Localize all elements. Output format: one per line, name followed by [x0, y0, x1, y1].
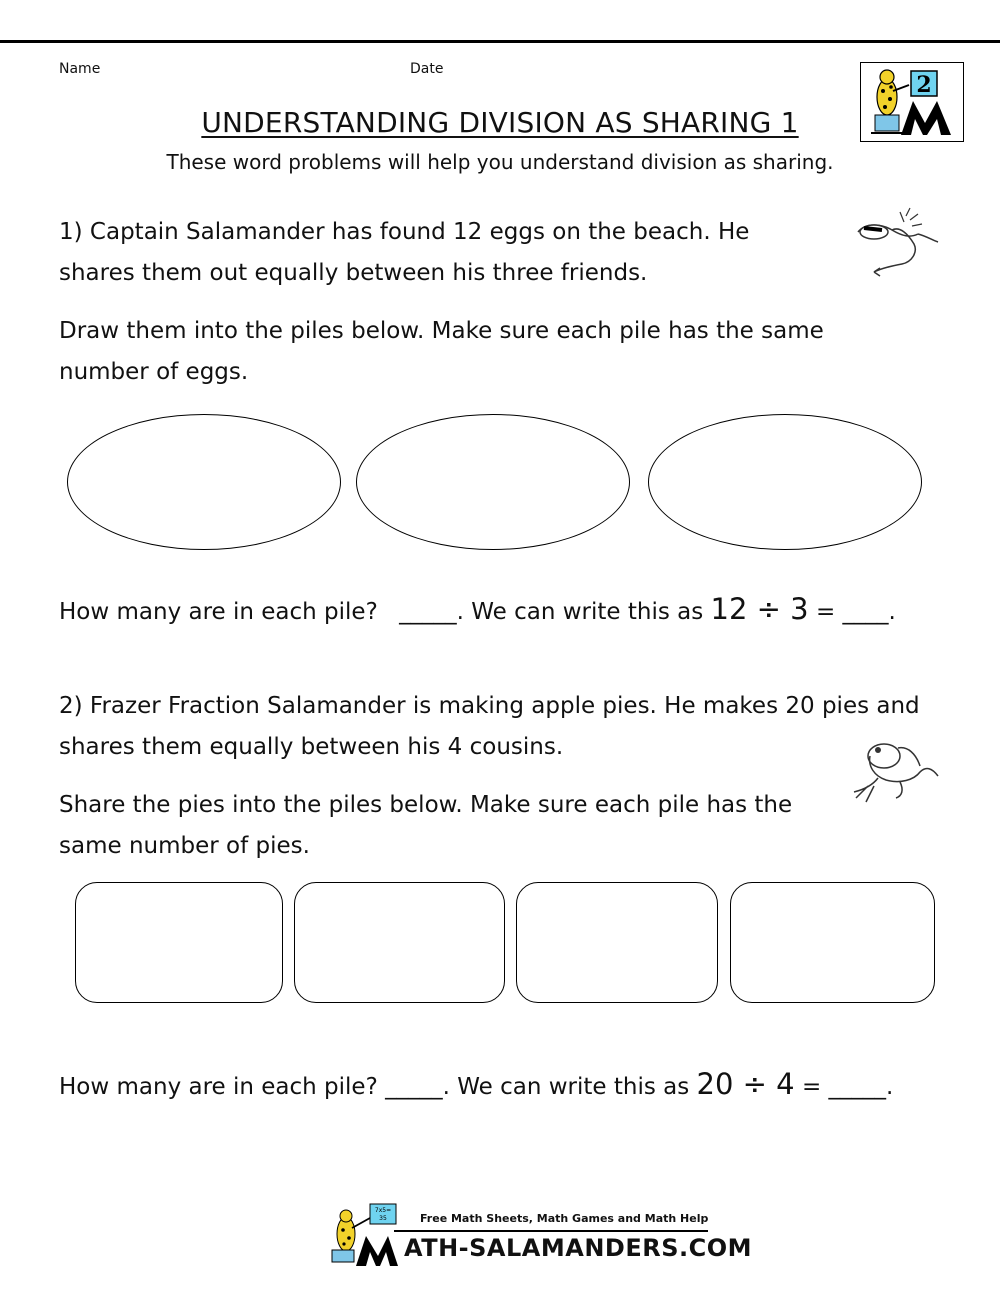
problem-1-answer-blank[interactable]: _____	[399, 599, 457, 625]
footer-brand[interactable]: ATH-SALAMANDERS.COM	[404, 1234, 752, 1262]
problem-1-result-blank[interactable]: ____	[842, 599, 889, 625]
problem-1-line-1: 1) Captain Salamander has found 12 eggs on the beach. He	[59, 219, 750, 245]
worksheet-title: UNDERSTANDING DIVISION AS SHARING 1	[201, 106, 799, 139]
footer-tagline: Free Math Sheets, Math Games and Math Help	[420, 1212, 709, 1225]
problem-2-instruction-line-1: Share the pies into the piles below. Make sure each pile has the	[59, 792, 793, 818]
name-label: Name	[59, 61, 101, 77]
date-label: Date	[410, 61, 444, 77]
problem-2-question-mid: . We can write this as	[442, 1074, 690, 1100]
svg-text:35: 35	[379, 1215, 387, 1222]
problem-2-answer-blank[interactable]: _____	[385, 1074, 443, 1100]
problem-1-question	[59, 592, 896, 626]
problem-2-instruction-line-2: same number of pies.	[59, 833, 310, 859]
problem-2-equals: =	[801, 1074, 822, 1100]
svg-text:7x5=: 7x5=	[374, 1207, 392, 1214]
problem-1-equals: =	[815, 599, 836, 625]
problem-1-instruction-line-2: number of eggs.	[59, 359, 249, 385]
problem-2-instruction	[59, 785, 839, 867]
pie-pile-1[interactable]	[75, 882, 283, 1003]
problem-2-end: .	[886, 1074, 894, 1100]
problem-1-question-mid: . We can write this as	[456, 599, 704, 625]
problem-2-question	[59, 1067, 893, 1101]
problem-2-line-2: shares them equally between his 4 cousins.	[59, 734, 564, 760]
problem-1-expression: 12 ÷ 3	[710, 592, 809, 626]
egg-pile-2[interactable]	[356, 414, 630, 550]
problem-2-line-1: 2) Frazer Fraction Salamander is making apple pies. He makes 20 pies and	[59, 693, 920, 719]
footer-logo	[326, 1200, 752, 1270]
worksheet-subtitle: These word problems will help you understand division as sharing.	[166, 150, 834, 174]
egg-pile-3[interactable]	[648, 414, 922, 550]
egg-pile-1[interactable]	[67, 414, 341, 550]
top-rule	[0, 40, 1000, 43]
frazer-salamander-icon	[848, 736, 940, 812]
problem-2-question-start: How many are in each pile?	[59, 1074, 378, 1100]
problem-2-result-blank[interactable]: _____	[828, 1074, 887, 1100]
problem-1-end: .	[888, 599, 896, 625]
problem-2-expression: 20 ÷ 4	[696, 1067, 795, 1101]
footer-salamander-icon	[326, 1200, 406, 1270]
pie-pile-2[interactable]	[294, 882, 505, 1003]
logo-number: 2	[916, 72, 932, 98]
pie-pile-4[interactable]	[730, 882, 935, 1003]
problem-2-text	[59, 686, 959, 768]
pie-pile-3[interactable]	[516, 882, 718, 1003]
problem-1-line-2: shares them out equally between his three friends.	[59, 260, 648, 286]
captain-salamander-icon	[852, 206, 942, 286]
problem-1-question-start: How many are in each pile?	[59, 599, 378, 625]
footer-rule	[394, 1230, 708, 1232]
problem-1-instruction	[59, 311, 899, 393]
problem-1-text	[59, 212, 819, 294]
problem-1-instruction-line-1: Draw them into the piles below. Make sure each pile has the same	[59, 318, 824, 344]
